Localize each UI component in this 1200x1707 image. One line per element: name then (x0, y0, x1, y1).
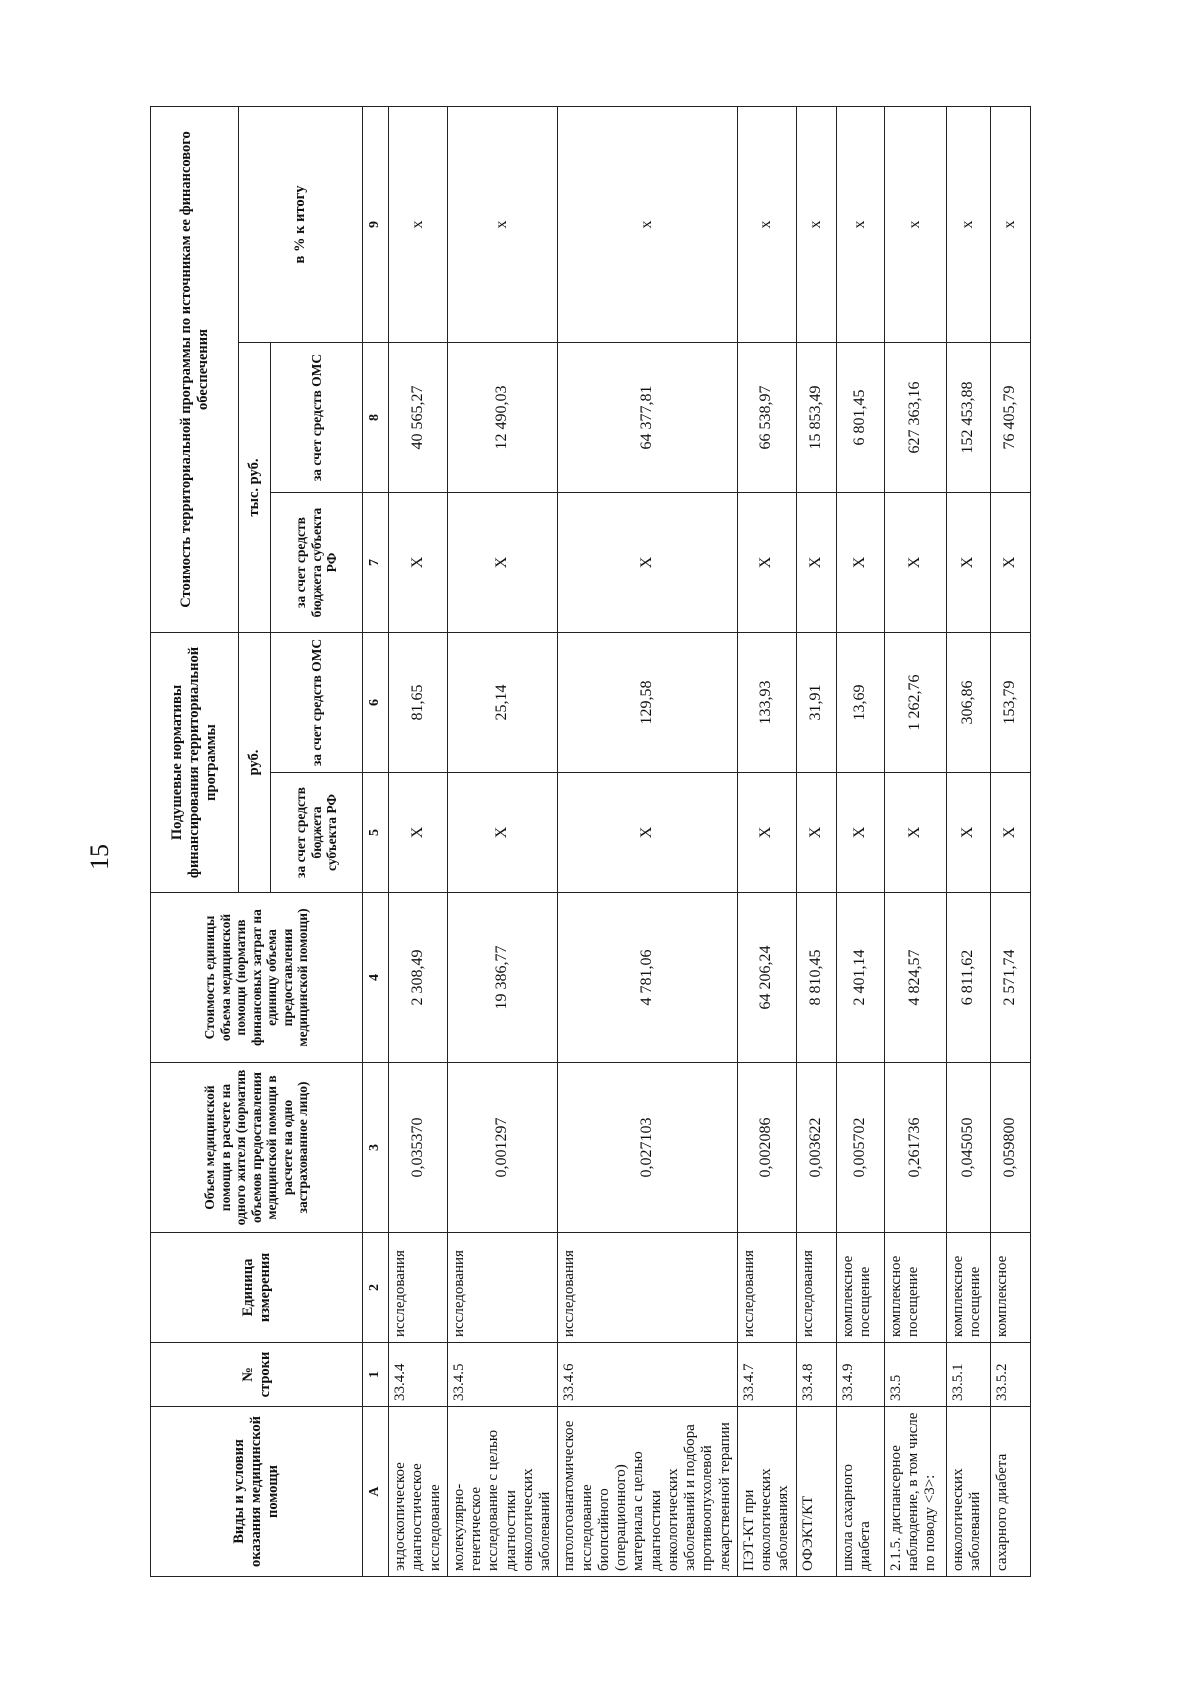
table-row (990, 106, 1030, 1576)
table-header (151, 106, 389, 1576)
row-volume: 0,001297 (447, 1063, 558, 1233)
row-volume: 0,027103 (558, 1063, 738, 1233)
row-unit: комплексное посещение (884, 1233, 946, 1343)
row-name: 2.1.5. диспансерное наблюдение, в том числе по поводу <3>: (884, 1407, 946, 1577)
row-name: патологоанатомическое исследование биопсийного (операционного) материала с целью диагностики онкологических заболеваний и подбора противоопухолевой лекарственной терапии (558, 1407, 738, 1577)
row-code: 33.4.8 (796, 1343, 836, 1407)
table-row (558, 106, 738, 1576)
row-unit-cost: 8 810,45 (796, 893, 836, 1063)
financing-table (150, 106, 1031, 1577)
row-percent: х (447, 106, 558, 342)
column-number: 1 (363, 1343, 389, 1407)
row-unit: комплексное посещение (836, 1233, 884, 1343)
row-per-capita-budget: Х (946, 773, 990, 893)
row-unit-cost: 2 571,74 (990, 893, 1030, 1063)
row-per-capita-budget: Х (389, 773, 448, 893)
row-code: 33.5.2 (990, 1343, 1030, 1407)
row-cost-budget: Х (447, 493, 558, 633)
row-unit: исследования (389, 1233, 448, 1343)
row-percent: х (558, 106, 738, 342)
row-per-capita-oms: 1 262,76 (884, 633, 946, 773)
row-per-capita-oms: 31,91 (796, 633, 836, 773)
header-col-2: Единица измерения (151, 1233, 363, 1343)
header-col-4: Стоимость единицы объема медицинской помощи (норматив финансовых затрат на единицу объема предоставления медицинской помощи) (151, 893, 363, 1063)
row-per-capita-oms: 133,93 (737, 633, 796, 773)
row-per-capita-oms: 25,14 (447, 633, 558, 773)
table-row (884, 106, 946, 1576)
table-row (946, 106, 990, 1576)
row-cost-oms: 6 801,45 (836, 343, 884, 493)
row-unit: исследования (737, 1233, 796, 1343)
row-code: 33.4.6 (558, 1343, 738, 1407)
row-volume: 0,059800 (990, 1063, 1030, 1233)
row-cost-budget: Х (990, 493, 1030, 633)
header-unit-rub: руб. (239, 633, 271, 893)
table-row (737, 106, 796, 1576)
row-percent: х (737, 106, 796, 342)
column-number-row (363, 106, 389, 1576)
row-cost-budget: Х (389, 493, 448, 633)
row-code: 33.4.9 (836, 1343, 884, 1407)
row-volume: 0,005702 (836, 1063, 884, 1233)
row-volume: 0,002086 (737, 1063, 796, 1233)
row-unit-cost: 19 386,77 (447, 893, 558, 1063)
header-col-8: за счет средств ОМС (271, 343, 363, 493)
row-name: школа сахарного диабета (836, 1407, 884, 1577)
column-number: 5 (363, 773, 389, 893)
row-cost-budget: Х (796, 493, 836, 633)
table-row (389, 106, 448, 1576)
header-col-3: Объем медицинской помощи в расчете на одного жителя (норматив объемов предоставления медицинской помощи в расчете на одно застрахованное лицо) (151, 1063, 363, 1233)
row-cost-budget: Х (884, 493, 946, 633)
row-code: 33.4.4 (389, 1343, 448, 1407)
row-unit-cost: 4 824,57 (884, 893, 946, 1063)
row-unit-cost: 4 781,06 (558, 893, 738, 1063)
row-name: онкологических заболеваний (946, 1407, 990, 1577)
header-col-5: за счет средств бюджета субъекта РФ (271, 773, 363, 893)
row-per-capita-oms: 306,86 (946, 633, 990, 773)
row-percent: х (990, 106, 1030, 342)
row-volume: 0,035370 (389, 1063, 448, 1233)
column-number: 9 (363, 106, 389, 342)
row-cost-oms: 12 490,03 (447, 343, 558, 493)
row-percent: х (389, 106, 448, 342)
row-per-capita-budget: Х (884, 773, 946, 893)
header-col-9: в % к итогу (239, 106, 363, 342)
row-unit: исследования (447, 1233, 558, 1343)
row-per-capita-budget: Х (796, 773, 836, 893)
header-unit-thousand: тыс. руб. (239, 343, 271, 633)
column-number: 6 (363, 633, 389, 773)
row-per-capita-budget: Х (447, 773, 558, 893)
row-unit-cost: 2 401,14 (836, 893, 884, 1063)
row-unit: комплексное посещение (946, 1233, 990, 1343)
row-per-capita-oms: 13,69 (836, 633, 884, 773)
table-body (389, 106, 1031, 1576)
row-per-capita-budget: Х (990, 773, 1030, 893)
column-number: 2 (363, 1233, 389, 1343)
table-container (150, 107, 1030, 1577)
table-row (836, 106, 884, 1576)
row-per-capita-budget: Х (737, 773, 796, 893)
header-group-cost: Стоимость территориальной программы по источникам ее финансового обеспечения (151, 106, 239, 632)
row-unit-cost: 6 811,62 (946, 893, 990, 1063)
column-number: 3 (363, 1063, 389, 1233)
row-cost-budget: Х (737, 493, 796, 633)
row-cost-budget: Х (558, 493, 738, 633)
header-col-1: № строки (151, 1343, 363, 1407)
header-group-norms: Подушевые нормативы финансирования территориальной программы (151, 633, 239, 893)
row-cost-oms: 627 363,16 (884, 343, 946, 493)
row-per-capita-oms: 153,79 (990, 633, 1030, 773)
column-number: 7 (363, 493, 389, 633)
row-cost-oms: 66 538,97 (737, 343, 796, 493)
table-row (447, 106, 558, 1576)
row-volume: 0,045050 (946, 1063, 990, 1233)
row-name: сахарного диабета (990, 1407, 1030, 1577)
column-number: 4 (363, 893, 389, 1063)
row-volume: 0,003622 (796, 1063, 836, 1233)
row-per-capita-oms: 129,58 (558, 633, 738, 773)
row-code: 33.5 (884, 1343, 946, 1407)
header-col-7: за счет средств бюджета субъекта РФ (271, 493, 363, 633)
row-per-capita-oms: 81,65 (389, 633, 448, 773)
row-code: 33.4.7 (737, 1343, 796, 1407)
column-number: 8 (363, 343, 389, 493)
row-cost-oms: 64 377,81 (558, 343, 738, 493)
header-col-a: Виды и условия оказания медицинской помощи (151, 1407, 363, 1577)
row-unit-cost: 64 206,24 (737, 893, 796, 1063)
row-volume: 0,261736 (884, 1063, 946, 1233)
header-col-6: за счет средств ОМС (271, 633, 363, 773)
row-name: молекулярно-генетическое исследование с целью диагностики онкологических заболеваний (447, 1407, 558, 1577)
row-unit: исследования (796, 1233, 836, 1343)
table-row (796, 106, 836, 1576)
row-code: 33.5.1 (946, 1343, 990, 1407)
row-percent: х (946, 106, 990, 342)
row-cost-oms: 40 565,27 (389, 343, 448, 493)
row-unit: комплексное (990, 1233, 1030, 1343)
row-name: эндоскопическое диагностическое исследование (389, 1407, 448, 1577)
row-name: ПЭТ-КТ при онкологических заболеваниях (737, 1407, 796, 1577)
row-name: ОФЭКТ/КТ (796, 1407, 836, 1577)
row-unit-cost: 2 308,49 (389, 893, 448, 1063)
row-code: 33.4.5 (447, 1343, 558, 1407)
row-per-capita-budget: Х (836, 773, 884, 893)
row-cost-oms: 152 453,88 (946, 343, 990, 493)
row-percent: х (884, 106, 946, 342)
row-percent: х (836, 106, 884, 342)
column-number: А (363, 1407, 389, 1577)
page-number: 15 (85, 844, 114, 870)
row-cost-budget: Х (946, 493, 990, 633)
row-percent: х (796, 106, 836, 342)
row-unit: исследования (558, 1233, 738, 1343)
row-cost-oms: 15 853,49 (796, 343, 836, 493)
row-cost-oms: 76 405,79 (990, 343, 1030, 493)
row-cost-budget: Х (836, 493, 884, 633)
row-per-capita-budget: Х (558, 773, 738, 893)
